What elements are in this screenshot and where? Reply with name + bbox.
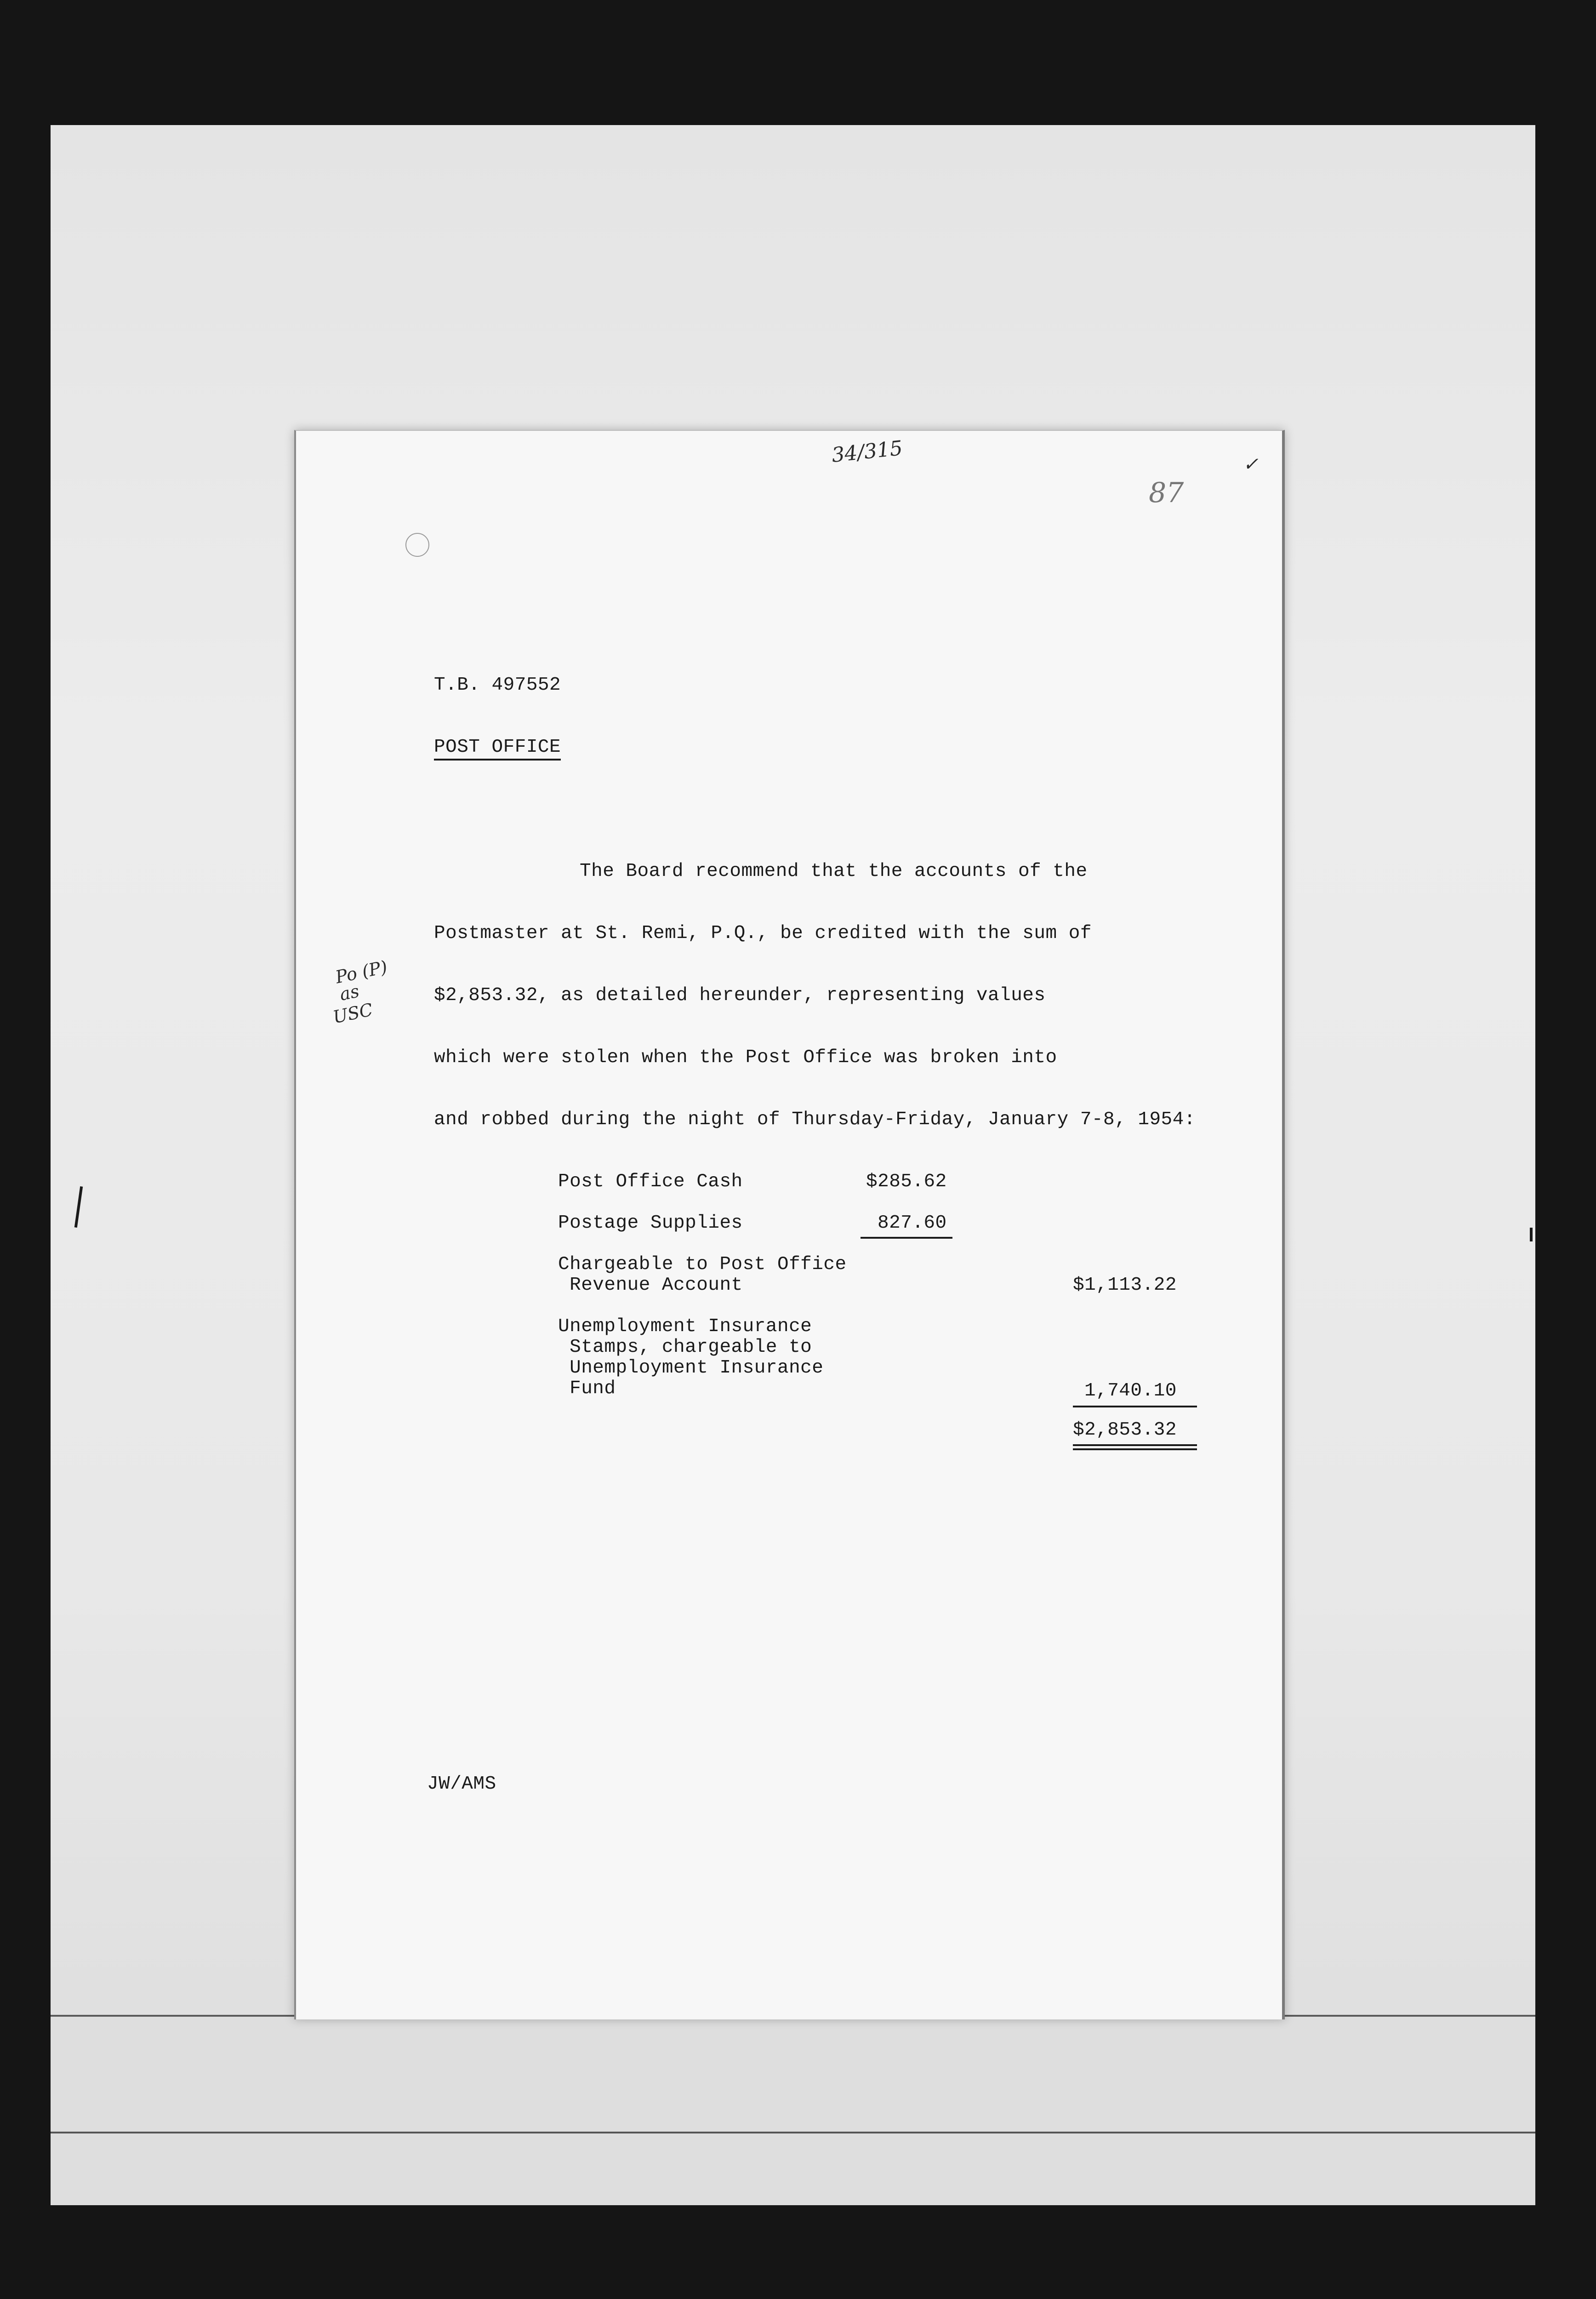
margin-note-line-1: Po (P) [333,956,389,988]
postage-underline [861,1237,952,1239]
body-line-1: The Board recommend that the accounts of the [580,861,1088,882]
body-line-5: and robbed during the night of Thursday-Friday, January 7-8, 1954: [434,1109,1196,1130]
check-mark-icon: ✓ [1243,454,1259,475]
total-underline-1 [1073,1444,1197,1446]
item-amount-cash: $285.62 [866,1171,947,1192]
subtotal-label-line-1: Chargeable to Post Office [558,1254,847,1275]
subtotal-amount: $1,113.22 [1073,1275,1177,1296]
total-underline-2 [1073,1448,1197,1450]
uis-label-line-3: Unemployment Insurance [558,1357,824,1378]
lower-sheet-band [51,2015,1535,2205]
tb-number: T.B. 497552 [434,675,561,696]
body-line-3: $2,853.32, as detailed hereunder, representing values [434,985,1046,1006]
body-line-2: Postmaster at St. Remi, P.Q., be credited with the sum of [434,923,1092,944]
right-edge-mark [1530,1228,1533,1241]
lower-sheet-line [51,2132,1535,2133]
item-label-cash: Post Office Cash [558,1171,743,1192]
uis-label-line-4: Fund [558,1378,616,1399]
item-label-postage: Postage Supplies [558,1212,743,1234]
uis-amount: 1,740.10 [1084,1380,1177,1401]
subtotal-label-line-2: Revenue Account [558,1275,743,1296]
uis-label-line-2: Stamps, chargeable to [558,1337,812,1358]
margin-note-line-2: as [337,981,361,1005]
uis-underline [1073,1406,1197,1407]
total-amount: $2,853.32 [1073,1419,1177,1441]
department-heading: POST OFFICE [434,737,561,761]
body-line-4: which were stolen when the Post Office was broken into [434,1047,1057,1068]
handwritten-page-number: 87 [1149,477,1184,509]
handwritten-file-number: 34/315 [830,436,904,467]
margin-note-line-3: USC [331,999,375,1028]
typist-initials: JW/AMS [427,1773,496,1795]
item-amount-postage: 827.60 [878,1212,947,1234]
uis-label-line-1: Unemployment Insurance [558,1316,812,1337]
document-page [294,430,1285,2019]
punch-hole [405,533,429,557]
